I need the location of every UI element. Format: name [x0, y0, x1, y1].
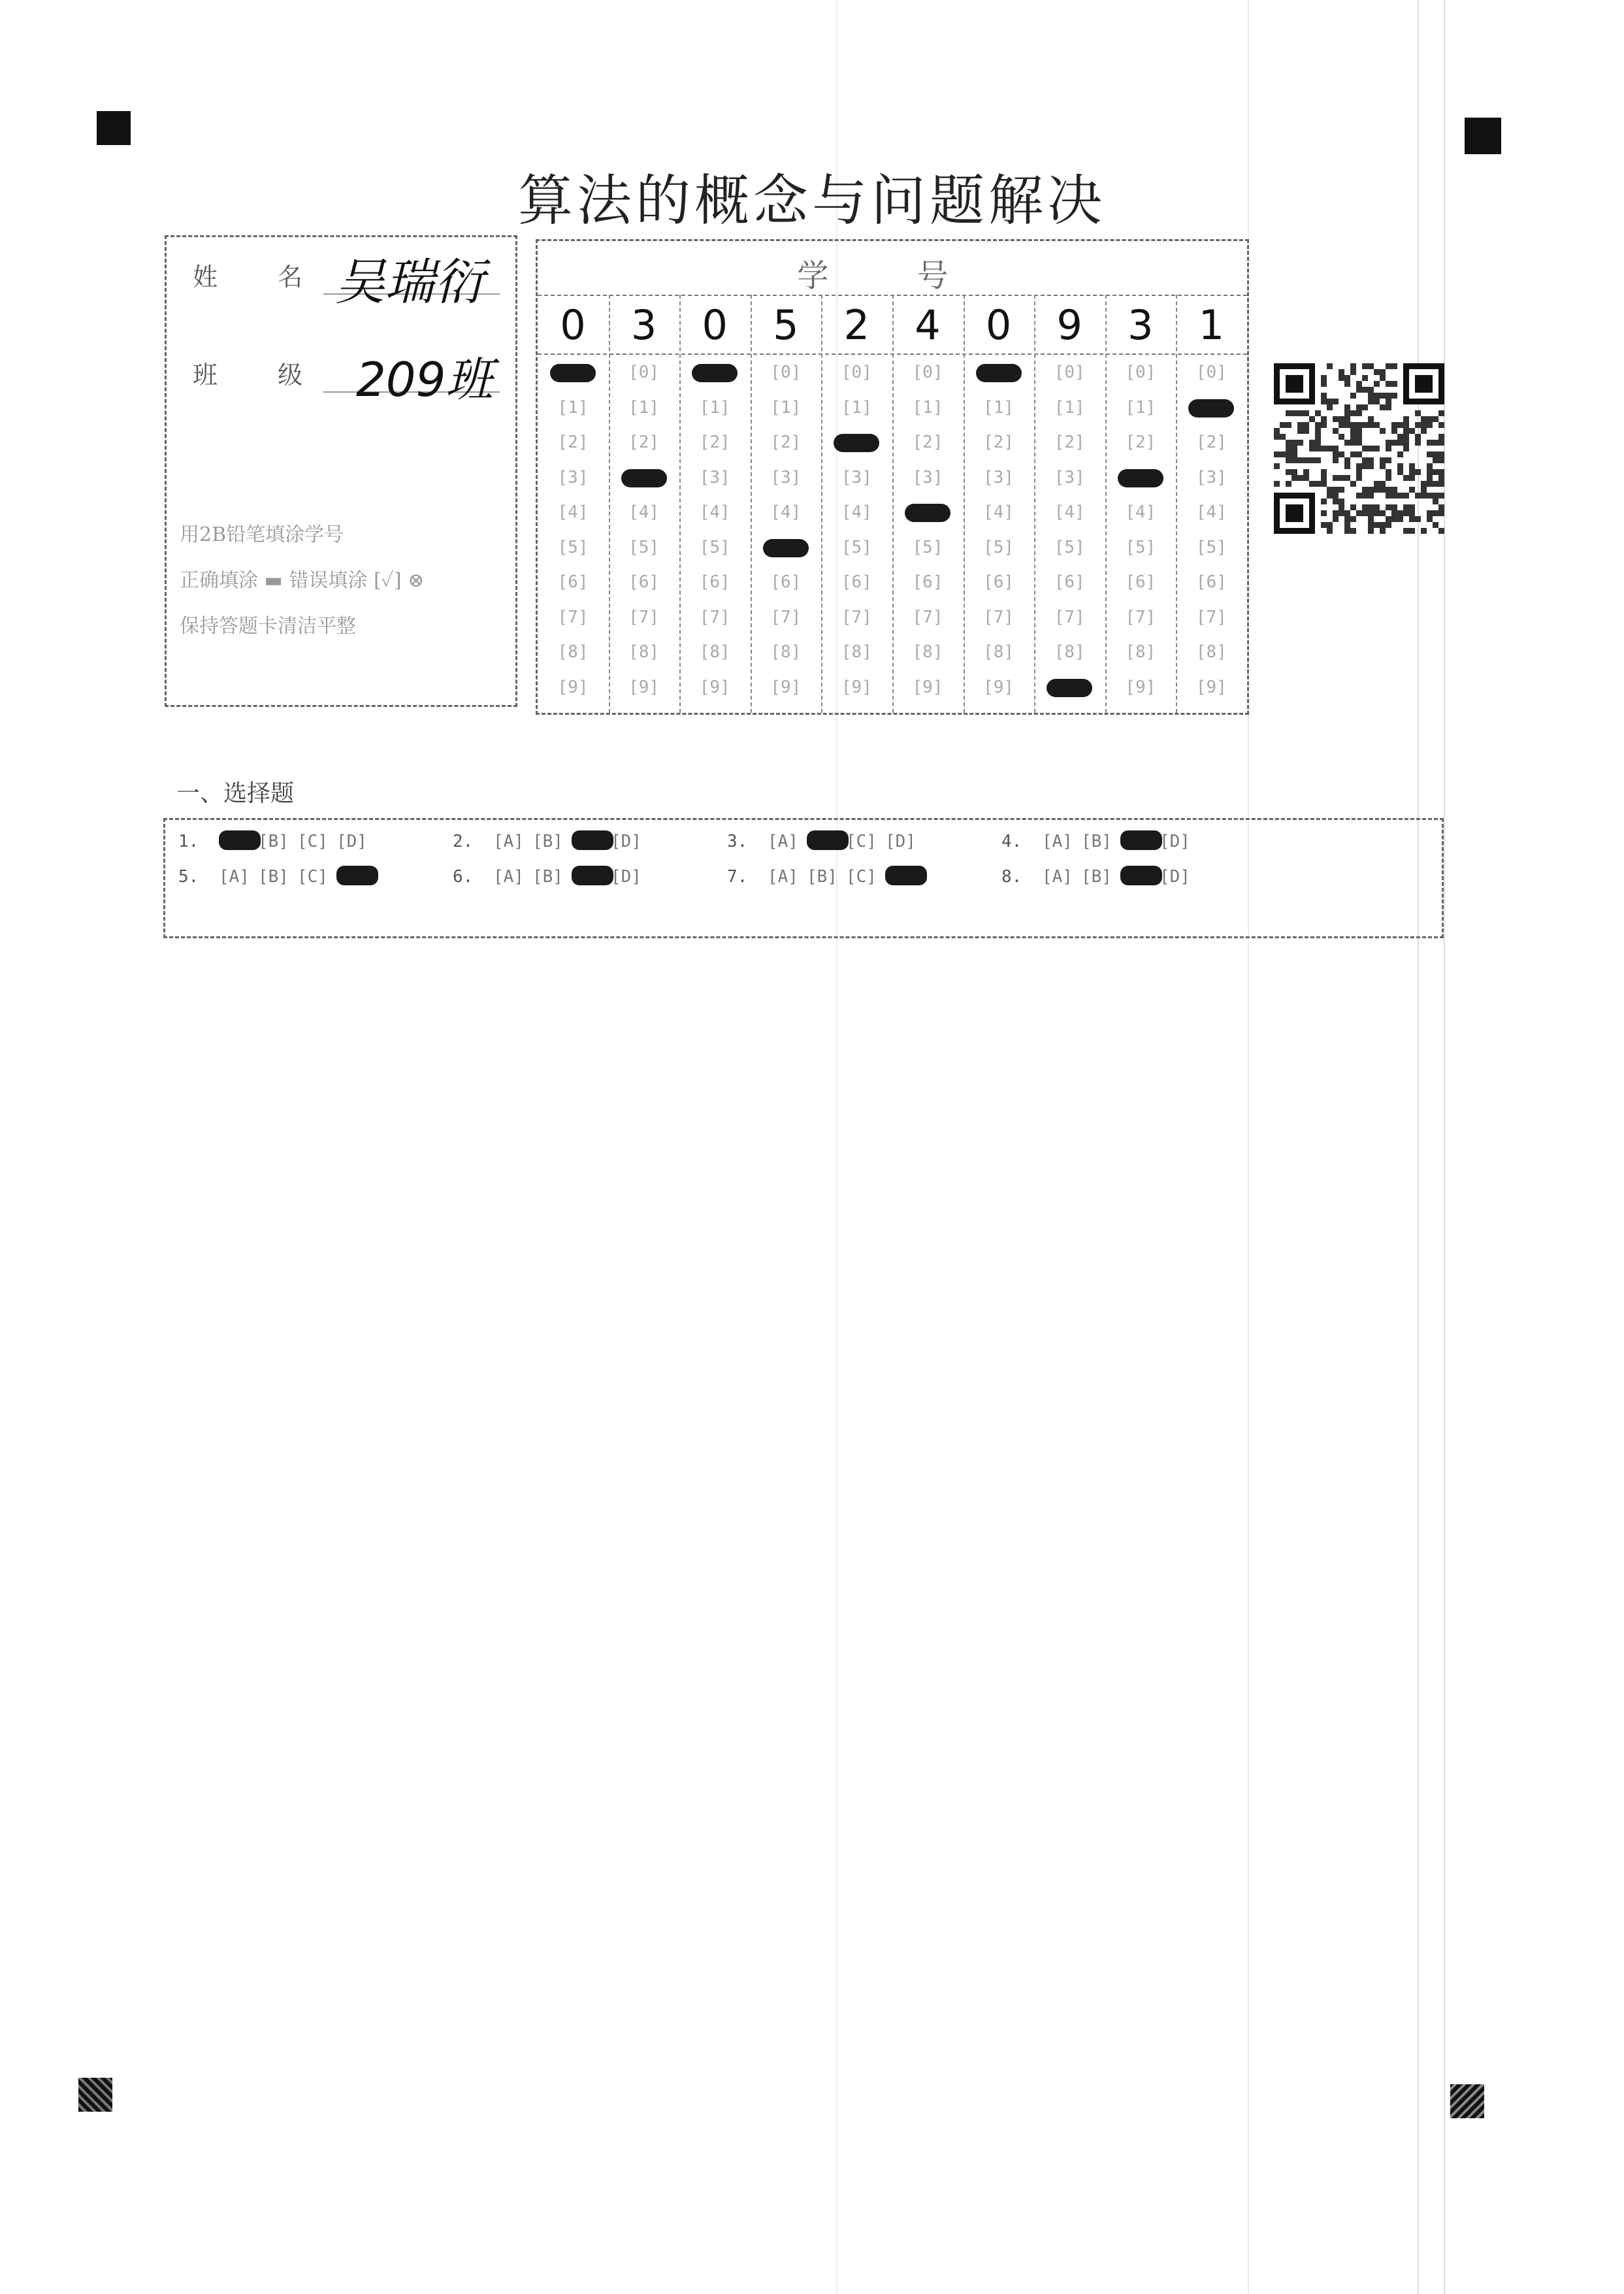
answer-bubble[interactable]: [D]	[1160, 867, 1190, 887]
id-bubble[interactable]: [3]	[699, 467, 730, 487]
id-bubble[interactable]: [4]	[983, 502, 1015, 522]
id-digit-handwritten: 1	[1198, 301, 1225, 349]
id-bubble[interactable]: [5]	[1195, 537, 1227, 557]
id-bubble[interactable]: [7]	[699, 607, 730, 627]
answer-bubble[interactable]: [C]	[297, 832, 328, 851]
id-bubble[interactable]: [1]	[841, 397, 872, 418]
id-bubble[interactable]: [0]	[628, 363, 660, 382]
id-digit-handwritten: 9	[1056, 301, 1082, 349]
id-bubble[interactable]: [9]	[770, 677, 802, 697]
id-digit-handwritten: 0	[985, 301, 1012, 349]
id-bubble[interactable]: [1]	[628, 397, 660, 418]
note-line-1: 用2B铅笔填涂学号	[180, 523, 344, 546]
answer-bubble[interactable]: [D]	[611, 867, 641, 887]
answer-bubble[interactable]: [B]	[1081, 832, 1112, 851]
id-bubble[interactable]: [8]	[1195, 642, 1227, 662]
student-info-box	[165, 235, 517, 707]
id-bubble-filled[interactable]	[1188, 399, 1234, 418]
id-bubble[interactable]: [3]	[1195, 467, 1227, 487]
id-bubble[interactable]: [1]	[699, 397, 730, 418]
answer-bubble-filled[interactable]	[1120, 830, 1162, 850]
id-bubble[interactable]: [0]	[770, 363, 802, 382]
id-bubble[interactable]: [4]	[1195, 502, 1227, 522]
id-bubble[interactable]: [8]	[983, 642, 1015, 662]
qr-code-icon	[1274, 363, 1445, 537]
id-bubble-filled[interactable]	[1118, 469, 1163, 487]
id-bubble[interactable]: [3]	[557, 467, 589, 487]
id-bubble[interactable]: [6]	[841, 572, 872, 592]
id-bubble[interactable]: [6]	[628, 572, 660, 592]
answer-bubble[interactable]: [A]	[768, 832, 798, 851]
id-bubble[interactable]: [2]	[1125, 433, 1156, 452]
id-bubble[interactable]: [7]	[912, 607, 943, 627]
answer-bubble[interactable]: [A]	[493, 832, 524, 851]
id-bubble-filled[interactable]	[621, 469, 667, 487]
registration-mark-bottom-left	[78, 2078, 112, 2112]
question-number: 3.	[727, 832, 748, 851]
answer-bubble[interactable]: [C]	[297, 867, 328, 887]
id-bubble-filled[interactable]	[692, 364, 738, 382]
id-bubble[interactable]: [2]	[912, 433, 943, 452]
question-number: 8.	[1001, 867, 1022, 887]
id-bubble[interactable]: [7]	[1054, 607, 1085, 627]
answer-bubble[interactable]: [A]	[768, 867, 798, 887]
id-bubble[interactable]: [6]	[1054, 572, 1085, 592]
class-label: 班 级	[193, 361, 329, 389]
id-digit-handwritten: 5	[773, 301, 799, 349]
answer-bubble[interactable]: [D]	[885, 832, 916, 851]
id-bubble[interactable]: [8]	[557, 642, 589, 662]
answer-bubble[interactable]: [B]	[532, 867, 563, 887]
id-bubble[interactable]: [8]	[912, 642, 943, 662]
id-bubble-filled[interactable]	[550, 364, 596, 382]
id-bubble[interactable]: [4]	[1054, 502, 1085, 522]
id-bubble[interactable]: [9]	[841, 677, 872, 697]
answer-bubble[interactable]: [A]	[1042, 867, 1073, 887]
id-bubble[interactable]: [3]	[1054, 467, 1085, 487]
id-bubble[interactable]: [4]	[557, 502, 589, 522]
id-bubble[interactable]: [5]	[557, 537, 589, 557]
question-number: 4.	[1001, 832, 1022, 851]
id-bubble[interactable]: [1]	[912, 397, 943, 418]
id-bubble-filled[interactable]	[976, 364, 1022, 382]
id-bubble[interactable]: [5]	[912, 537, 943, 557]
id-bubble[interactable]: [9]	[628, 677, 660, 697]
id-bubble-filled[interactable]	[763, 539, 809, 557]
answer-bubble[interactable]: [C]	[846, 867, 877, 887]
id-bubble[interactable]: [2]	[770, 433, 802, 452]
id-bubble[interactable]: [9]	[983, 677, 1015, 697]
name-label: 姓 名	[193, 263, 329, 291]
id-bubble[interactable]: [7]	[557, 607, 589, 627]
id-bubble[interactable]: [1]	[1125, 397, 1156, 418]
id-bubble[interactable]: [8]	[699, 642, 730, 662]
answer-bubble[interactable]: [A]	[219, 867, 250, 887]
scan-line	[1418, 0, 1419, 2294]
choice-answer-box	[163, 818, 1444, 938]
id-bubble[interactable]: [3]	[841, 467, 872, 487]
id-bubble[interactable]: [2]	[983, 433, 1015, 452]
id-bubble[interactable]: [3]	[770, 467, 802, 487]
id-bubble[interactable]: [1]	[770, 397, 802, 418]
id-bubble[interactable]: [6]	[1125, 572, 1156, 592]
answer-bubble[interactable]: [B]	[807, 867, 837, 887]
answer-bubble-filled[interactable]	[885, 866, 927, 885]
note-line-2: 正确填涂 ▬ 错误填涂 [✓] ⊗	[180, 569, 425, 592]
id-bubble[interactable]: [2]	[628, 433, 660, 452]
answer-bubble-filled[interactable]	[572, 830, 613, 850]
id-bubble[interactable]: [4]	[699, 502, 730, 522]
id-bubble[interactable]: [6]	[770, 572, 802, 592]
student-id-grid	[536, 239, 1249, 715]
answer-bubble[interactable]: [A]	[493, 867, 524, 887]
id-bubble[interactable]: [5]	[628, 537, 660, 557]
id-bubble[interactable]: [6]	[699, 572, 730, 592]
id-bubble[interactable]: [5]	[1125, 537, 1156, 557]
id-bubble[interactable]: [4]	[1125, 502, 1156, 522]
answer-bubble-filled[interactable]	[807, 830, 849, 850]
id-bubble-filled[interactable]	[905, 504, 950, 522]
id-bubble[interactable]: [0]	[912, 363, 943, 382]
id-bubble[interactable]: [9]	[1125, 677, 1156, 697]
registration-mark-bottom-right	[1450, 2084, 1484, 2118]
answer-bubble[interactable]: [B]	[1081, 867, 1112, 887]
id-bubble[interactable]: [7]	[983, 607, 1015, 627]
answer-bubble-filled[interactable]	[572, 866, 613, 885]
id-bubble[interactable]: [3]	[912, 467, 943, 487]
id-digit-handwritten: 3	[1128, 301, 1154, 349]
id-bubble[interactable]: [0]	[1125, 363, 1156, 382]
question-number: 7.	[727, 867, 748, 887]
id-bubble[interactable]: [8]	[770, 642, 802, 662]
id-bubble[interactable]: [3]	[983, 467, 1015, 487]
question-number: 2.	[453, 832, 474, 851]
answer-bubble[interactable]: [B]	[532, 832, 563, 851]
id-bubble[interactable]: [9]	[699, 677, 730, 697]
question-number: 5.	[178, 867, 199, 887]
id-bubble[interactable]: [5]	[841, 537, 872, 557]
question-number: 1.	[178, 832, 199, 851]
id-bubble[interactable]: [7]	[770, 607, 802, 627]
registration-mark-top-right	[1465, 118, 1501, 154]
answer-bubble[interactable]: [C]	[846, 832, 877, 851]
id-bubble[interactable]: [1]	[557, 397, 589, 418]
id-bubble-filled[interactable]	[1047, 679, 1092, 697]
id-bubble[interactable]: [4]	[841, 502, 872, 522]
page-title: 算法的概念与问题解决	[517, 169, 1106, 233]
name-handwriting: 吴瑞衍	[335, 253, 484, 311]
answer-bubble-filled[interactable]	[1120, 866, 1162, 885]
id-bubble[interactable]: [0]	[841, 363, 872, 382]
id-bubble[interactable]: [0]	[1054, 363, 1085, 382]
id-bubble[interactable]: [8]	[841, 642, 872, 662]
id-bubble[interactable]: [2]	[557, 433, 589, 452]
id-bubble[interactable]: [5]	[983, 537, 1015, 557]
answer-bubble[interactable]: [B]	[258, 832, 289, 851]
class-handwriting: 209班	[356, 352, 493, 407]
id-bubble[interactable]: [6]	[912, 572, 943, 592]
id-digit-handwritten: 4	[915, 301, 941, 349]
id-bubble[interactable]: [8]	[1054, 642, 1085, 662]
id-bubble[interactable]: [7]	[1195, 607, 1227, 627]
id-bubble[interactable]: [1]	[983, 397, 1015, 418]
id-digit-handwritten: 2	[843, 301, 870, 349]
id-digit-handwritten: 0	[702, 301, 728, 349]
id-digit-handwritten: 0	[560, 301, 586, 349]
id-bubble[interactable]: [7]	[628, 607, 660, 627]
id-bubble-filled[interactable]	[834, 434, 879, 452]
id-bubble[interactable]: [2]	[1054, 433, 1085, 452]
id-bubble[interactable]: [5]	[699, 537, 730, 557]
answer-bubble[interactable]: [A]	[1042, 832, 1073, 851]
id-bubble[interactable]: [6]	[983, 572, 1015, 592]
scan-line	[1444, 0, 1445, 2294]
question-number: 6.	[453, 867, 474, 887]
answer-bubble[interactable]: [D]	[611, 832, 641, 851]
id-bubble[interactable]: [2]	[1195, 433, 1227, 452]
id-bubble[interactable]: [0]	[1195, 363, 1227, 382]
id-bubble[interactable]: [2]	[699, 433, 730, 452]
id-bubble[interactable]: [5]	[1054, 537, 1085, 557]
student-id-header: 学 号	[797, 257, 988, 294]
id-bubble[interactable]: [6]	[1195, 572, 1227, 592]
answer-bubble[interactable]: [D]	[1160, 832, 1190, 851]
note-line-3: 保持答题卡清洁平整	[180, 615, 356, 638]
id-bubble[interactable]: [9]	[557, 677, 589, 697]
answer-bubble[interactable]: [D]	[336, 832, 367, 851]
id-bubble[interactable]: [6]	[557, 572, 589, 592]
id-digit-handwritten: 3	[630, 301, 657, 349]
answer-bubble[interactable]: [B]	[258, 867, 289, 887]
id-bubble[interactable]: [9]	[912, 677, 943, 697]
registration-mark-top-left	[97, 111, 131, 145]
id-bubble[interactable]: [4]	[628, 502, 660, 522]
id-bubble[interactable]: [1]	[1054, 397, 1085, 418]
id-bubble[interactable]: [8]	[1125, 642, 1156, 662]
id-bubble[interactable]: [7]	[841, 607, 872, 627]
section-heading: 一、选择题	[176, 780, 295, 807]
id-bubble[interactable]: [7]	[1125, 607, 1156, 627]
id-bubble[interactable]: [4]	[770, 502, 802, 522]
answer-bubble-filled[interactable]	[219, 830, 261, 850]
id-bubble[interactable]: [9]	[1195, 677, 1227, 697]
id-bubble[interactable]: [8]	[628, 642, 660, 662]
answer-bubble-filled[interactable]	[336, 866, 378, 885]
